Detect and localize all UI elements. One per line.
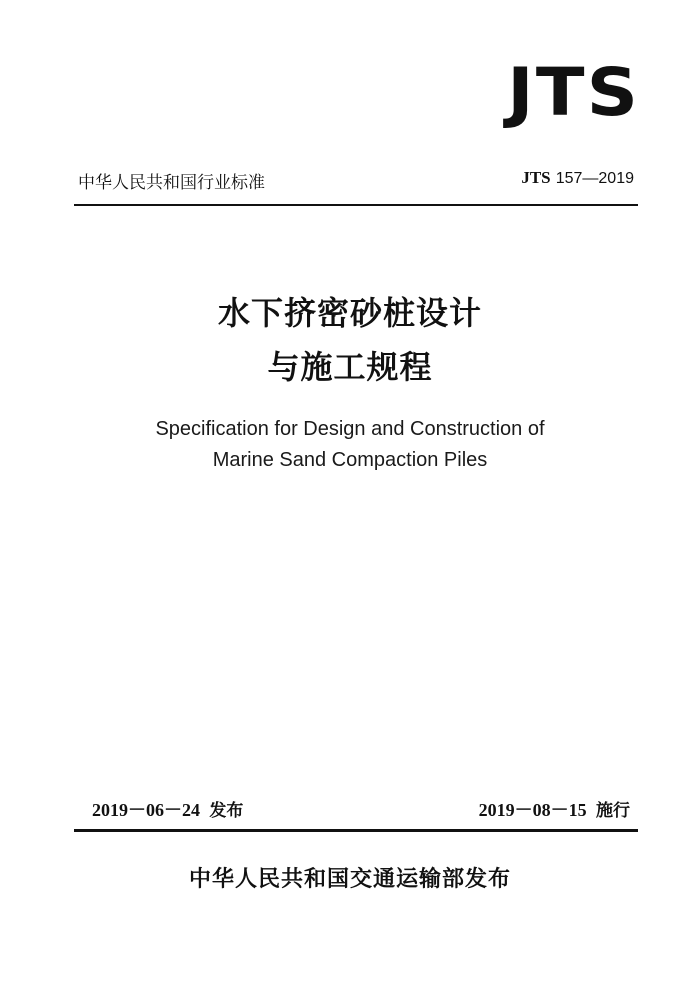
standard-code-prefix: JTS (521, 168, 551, 187)
jts-logo: JTS (507, 54, 640, 131)
bottom-divider (74, 829, 638, 832)
standard-code (521, 168, 634, 188)
issue-date-value: 2019－06－24 (92, 800, 200, 820)
chinese-title-line-1: 水下挤密砂桩设计 (217, 294, 482, 332)
standard-code-number: 157—2019 (555, 170, 634, 187)
standard-category: 中华人民共和国行业标准 (78, 173, 265, 193)
english-title-line-2: Marine Sand Compaction Piles (212, 449, 488, 471)
effective-date-value: 2019－08－15 (478, 800, 587, 820)
english-title-line-1: Specification for Design and Construction of (155, 418, 545, 440)
chinese-title-line-2: 与施工规程 (267, 348, 433, 386)
effective-date (479, 796, 630, 822)
issue-date-label: 发布 (209, 801, 244, 821)
issue-date (92, 796, 243, 822)
top-divider (74, 204, 638, 206)
publisher: 中华人民共和国交通运输部发布 (188, 867, 511, 892)
effective-date-label: 施行 (596, 801, 630, 821)
